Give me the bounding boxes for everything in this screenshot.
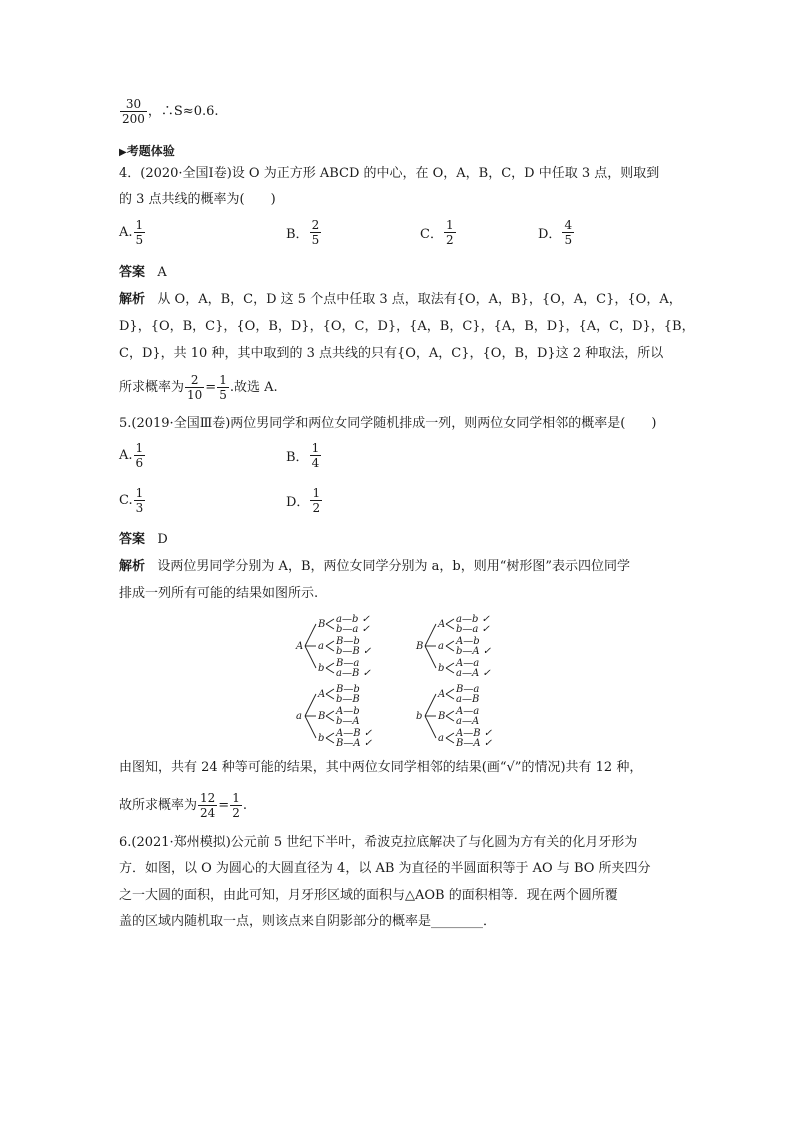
analysis-label: 解析 — [119, 559, 146, 574]
tree-leaf-label: A—a — [456, 658, 480, 669]
top-line — [119, 97, 219, 126]
tree-leaf-line — [446, 668, 454, 673]
q4-option-a: A. $\frac{1}{5}$ — [119, 218, 144, 247]
q5-answer — [119, 531, 168, 549]
q4-answer — [119, 264, 167, 282]
top-tail: ，∴S≈0.6. — [147, 104, 219, 119]
tree-leaf-label: a—B ✓ — [336, 668, 371, 679]
tree-leaf-label: a—A — [456, 716, 480, 727]
tree-branch-line — [425, 646, 436, 668]
tree-leaf-label: a—B — [456, 694, 480, 705]
q5-option-c: C. $\frac{1}{3}$ — [119, 486, 144, 515]
tree-branch-line — [305, 646, 316, 668]
triangle-icon: ▶ — [119, 147, 127, 158]
tree-leaf-label: A—B ✓ — [456, 728, 493, 739]
tree-branch-line — [425, 716, 436, 738]
fraction: $\frac{30}{200}$ — [122, 97, 145, 126]
tree-branch-line — [305, 716, 316, 738]
tree-node-label: a — [438, 641, 444, 652]
q5-conclusion-line1: 由图知，共有 24 种等可能的结果，其中两位女同学相邻的结果(画“√”的情况)共有 12 种， — [119, 760, 643, 775]
tree-leaf-label: a—b ✓ — [336, 614, 370, 625]
q5-conclusion-line2: 故所求概率为 $\frac{12}{24}$ = $\frac{1}{2}$ . — [119, 791, 247, 820]
tree-leaf-line — [446, 646, 454, 651]
q4-analysis-line4: 所求概率为 $\frac{2}{10}$ = $\frac{1}{5}$ .故选 A. — [119, 373, 278, 402]
tree-leaf-line — [326, 641, 334, 646]
tree-root-label: b — [416, 711, 423, 722]
q4-option-c: C． $\frac{1}{2}$ — [420, 218, 454, 247]
tree-leaf-line — [326, 624, 334, 629]
q5-option-d: D． $\frac{1}{2}$ — [286, 486, 321, 515]
q5-option-a: A. $\frac{1}{6}$ — [119, 441, 144, 470]
tree-node-label: a — [438, 733, 444, 744]
tree-leaf-label: B—A ✓ — [336, 738, 373, 749]
tree-root-label: a — [296, 711, 302, 722]
tree-diagram-lower-a — [292, 682, 412, 750]
tree-diagram-lower-b — [412, 682, 532, 750]
tree-leaf-line — [326, 689, 334, 694]
tree-leaf-line — [326, 694, 334, 699]
q4-analysis-line1: 解析 从 O，A，B，C，D 这 5 个点中任取 3 点，取法有{O，A，B}，{O，A，C}，{O，A， — [119, 292, 682, 307]
tree-leaf-label: b—B — [336, 694, 360, 705]
tree-leaf-label: a—b ✓ — [456, 614, 490, 625]
tree-root-label: A — [296, 641, 304, 652]
tree-leaf-line — [446, 641, 454, 646]
tree-leaf-label: A—b — [456, 636, 480, 647]
q4-stem-line1: 4．(2020·全国Ⅰ卷)设 O 为正方形 ABCD 的中心，在 O，A，B，C，D 中任取 3 点，则取到 — [119, 166, 660, 181]
tree-node-label: b — [318, 733, 325, 744]
tree-diagram-b — [412, 612, 532, 680]
tree-leaf-line — [446, 624, 454, 629]
tree-branch-line — [425, 694, 436, 716]
tree-leaf-line — [446, 619, 454, 624]
tree-leaf-line — [446, 716, 454, 721]
tree-leaf-label: b—A — [336, 716, 360, 727]
q5-stem: 5.(2019·全国Ⅲ卷)两位男同学和两位女同学随机排成一列，则两位女同学相邻的概率是( ) — [119, 416, 657, 431]
q5-option-b: B． $\frac{1}{4}$ — [286, 441, 320, 470]
tree-node-label: A — [438, 689, 446, 700]
answer-value: A — [157, 265, 167, 280]
tree-leaf-label: b—a ✓ — [456, 624, 490, 635]
q4-analysis-line3: C，D}，共 10 种，其中取到的 3 点共线的只有{O，A，C}，{O，B，D}这 2 种取法，所以 — [119, 346, 664, 361]
tree-leaf-label: b—A ✓ — [456, 646, 492, 657]
tree-node-label: B — [318, 711, 326, 722]
analysis-label: 解析 — [119, 292, 146, 307]
tree-leaf-label: B—b — [336, 684, 360, 695]
tree-leaf-line — [326, 668, 334, 673]
q6-line2: 方．如图，以 O 为圆心的大圆直径为 4，以 AB 为直径的半圆面积等于 AO 与 BO 所夹四分 — [119, 861, 651, 876]
tree-leaf-line — [326, 716, 334, 721]
tree-leaf-label: B—b — [336, 636, 360, 647]
q6-line3: 之一大圆的面积，由此可知，月牙形区域的面积与△AOB 的面积相等．现在两个圆所覆 — [119, 888, 618, 903]
tree-leaf-line — [446, 694, 454, 699]
tree-diagram-a — [292, 612, 412, 680]
tree-leaf-label: B—a — [456, 684, 480, 695]
tree-leaf-line — [446, 689, 454, 694]
tree-node-label: A — [318, 689, 326, 700]
tree-node-label: B — [318, 619, 326, 630]
q4-analysis-line2: D}，{O，B，C}，{O，B，D}，{O，C，D}，{A，B，C}，{A，B，D}，{A，C，D}，{B， — [119, 319, 695, 334]
tree-leaf-label: A—B ✓ — [336, 728, 373, 739]
section-header — [119, 142, 175, 162]
answer-label: 答案 — [119, 265, 146, 280]
tree-branch-line — [305, 694, 316, 716]
q6-line4: 盖的区域内随机取一点，则该点来自阴影部分的概率是________． — [119, 914, 497, 929]
tree-leaf-line — [446, 738, 454, 743]
tree-leaf-label: A—a — [456, 706, 480, 717]
tree-leaf-label: b—B ✓ — [336, 646, 372, 657]
tree-leaf-line — [446, 663, 454, 668]
tree-node-label: a — [318, 641, 324, 652]
tree-leaf-label: b—a ✓ — [336, 624, 370, 635]
answer-label: 答案 — [119, 532, 146, 547]
tree-leaf-label: B—a — [336, 658, 360, 669]
tree-root-label: B — [416, 641, 424, 652]
tree-leaf-line — [326, 738, 334, 743]
tree-leaf-line — [326, 733, 334, 738]
tree-node-label: A — [438, 619, 446, 630]
answer-value: D — [157, 532, 168, 547]
q4-stem-line2: 的 3 点共线的概率为( ) — [119, 192, 276, 207]
q5-analysis-line1: 解析 设两位男同学分别为 A，B，两位女同学分别为 a，b，则用“树形图”表示四位同学 — [119, 559, 630, 574]
tree-leaf-label: A—b — [336, 706, 360, 717]
tree-branch-line — [425, 624, 436, 646]
q4-option-b: B． $\frac{2}{5}$ — [286, 218, 320, 247]
tree-leaf-line — [446, 733, 454, 738]
tree-node-label: b — [318, 663, 325, 674]
tree-leaf-line — [326, 619, 334, 624]
q4-option-d: D． $\frac{4}{5}$ — [538, 218, 573, 247]
q6-line1: 6.(2021·郑州模拟)公元前 5 世纪下半叶，希波克拉底解决了与化圆为方有关的化月牙形为 — [119, 835, 638, 850]
tree-leaf-line — [446, 711, 454, 716]
q5-analysis-line2: 排成一列所有可能的结果如图所示. — [119, 586, 319, 601]
tree-leaf-label: B—A ✓ — [456, 738, 493, 749]
section-title: 考题体验 — [126, 144, 175, 158]
tree-leaf-line — [326, 663, 334, 668]
tree-node-label: b — [438, 663, 445, 674]
tree-leaf-line — [326, 711, 334, 716]
tree-branch-line — [305, 624, 316, 646]
tree-leaf-label: a—A ✓ — [456, 668, 491, 679]
tree-node-label: B — [438, 711, 446, 722]
tree-leaf-line — [326, 646, 334, 651]
